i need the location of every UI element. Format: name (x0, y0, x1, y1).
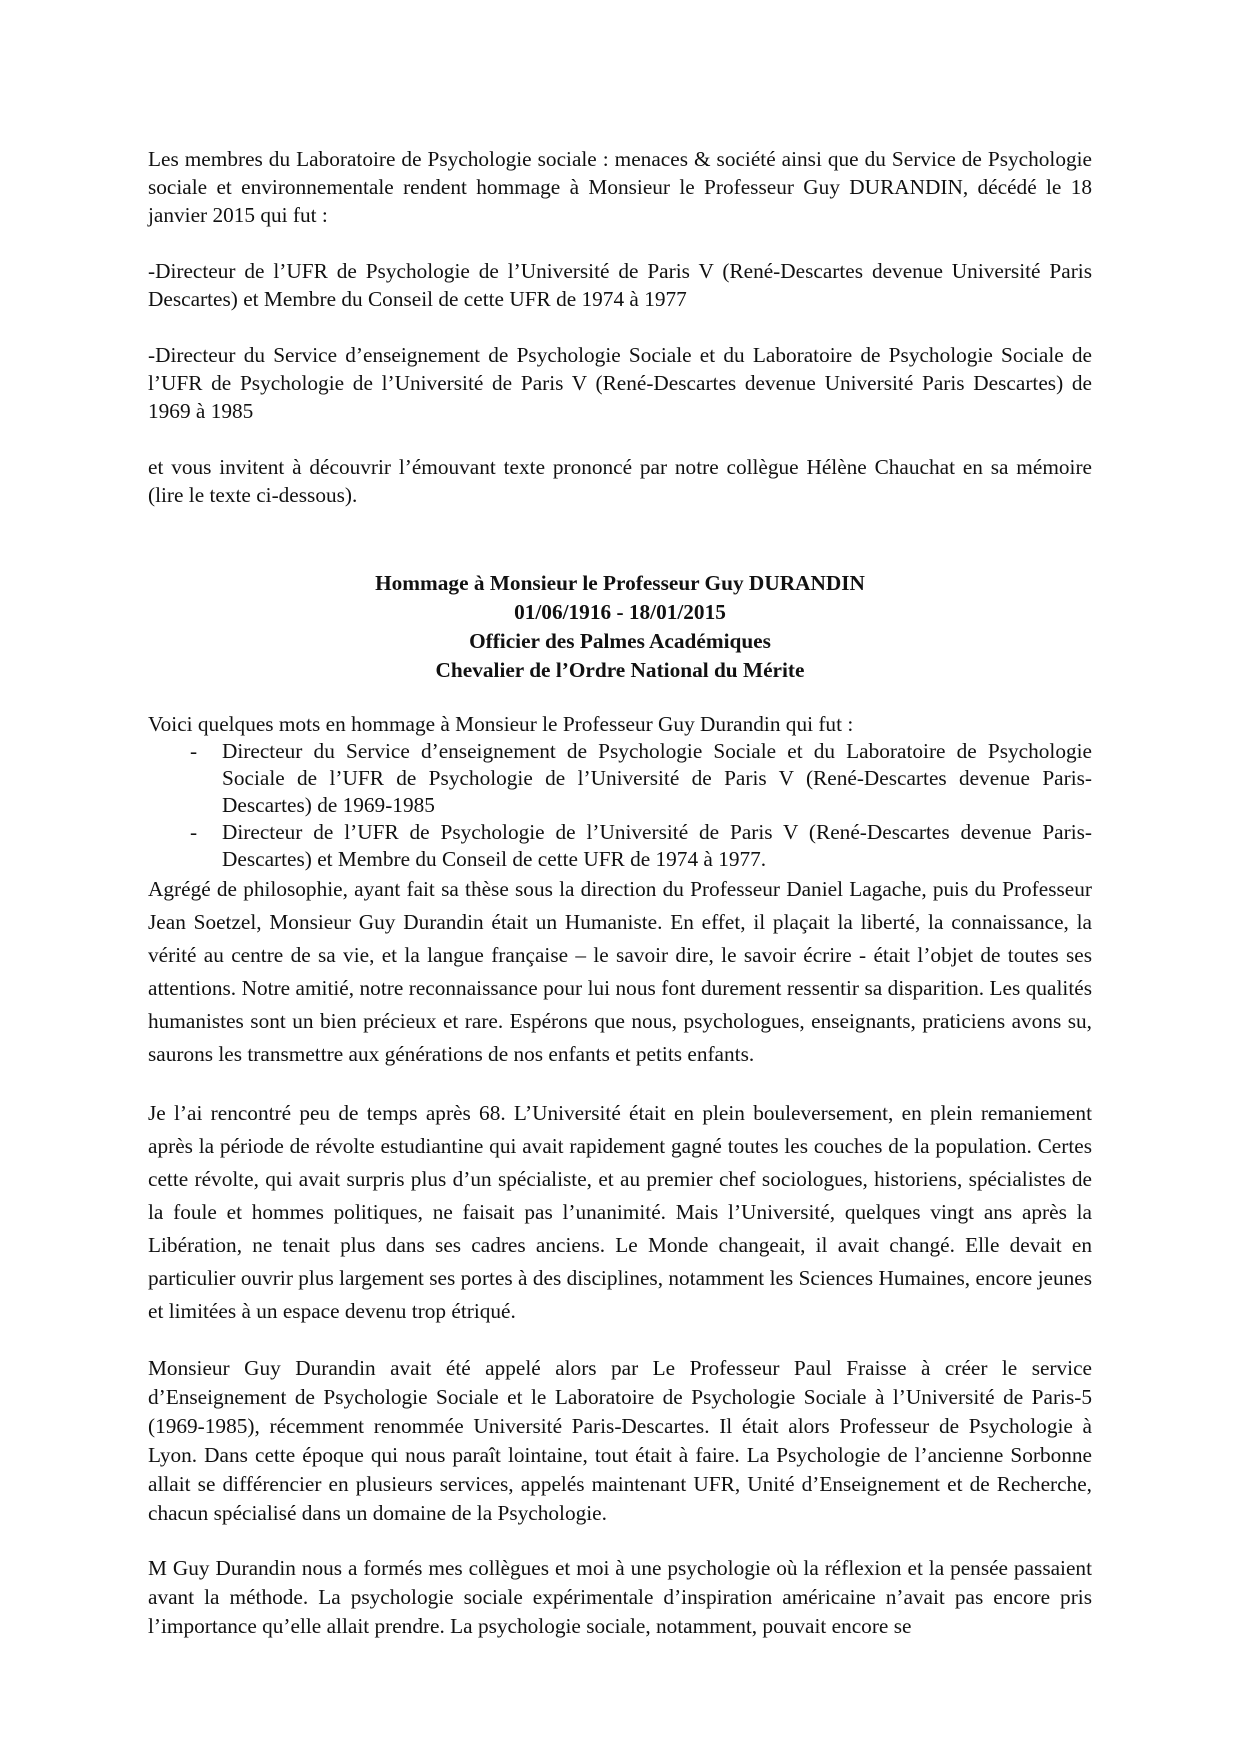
body-paragraph: Je l’ai rencontré peu de temps après 68. L’Université était en plein bouleversement, en plein remaniement après la période de révolte estudiantine qui avait rapidement gagné toutes les couches de la population. Certes cette révolte, qui avait surpris plus d’un spécialiste, et au premier chef sociologues, historiens, spécialistes de la foule et hommes politiques, ne faisait pas l’unanimité. Mais l’Université, quelques vingt ans après la Libération, ne tenait plus dans ses cadres anciens. Le Monde changeait, il avait changé. Elle devait en particulier ouvrir plus largement ses portes à des disciplines, notamment les Sciences Humaines, encore jeunes et limitées à un espace devenu trop étriqué. (148, 1101, 1092, 1323)
heading-distinction: Chevalier de l’Ordre National du Mérite (435, 658, 805, 682)
body-paragraph: Agrégé de philosophie, ayant fait sa thèse sous la direction du Professeur Daniel Lagache, puis du Professeur Jean Soetzel, Monsieur Guy Durandin était un Humaniste. En effet, il plaçait la liberté, la connaissance, la vérité au centre de sa vie, et la langue française – le savoir dire, le savoir écrire - était l’objet de toutes ses attentions. Notre amitié, notre reconnaissance pour lui nous font durement ressentir sa disparition. Les qualités humanistes sont un bien précieux et rare. Espérons que nous, psychologues, enseignants, praticiens avons su, saurons les transmettre aux générations de nos enfants et petits enfants. (148, 877, 1092, 1066)
tribute-lead: Voici quelques mots en hommage à Monsieur le Professeur Guy Durandin qui fut : (148, 712, 854, 736)
heading-dates: 01/06/1916 - 18/01/2015 (514, 600, 726, 624)
body-paragraph: M Guy Durandin nous a formés mes collègues et moi à une psychologie où la réflexion et la pensée passaient avant la méthode. La psychologie sociale expérimentale d’inspiration américaine n’avait pas encore pris l’importance qu’elle allait prendre. La psychologie sociale, notamment, pouvait encore se (148, 1556, 1092, 1638)
intro-section (148, 145, 1092, 509)
list-item (148, 819, 1092, 873)
dash-bullet: - (190, 820, 198, 844)
body-paragraph: Monsieur Guy Durandin avait été appelé alors par Le Professeur Paul Fraisse à créer le service d’Enseignement de Psychologie Sociale et le Laboratoire de Psychologie Sociale à l’Université de Paris-5 (1969-1985), récemment renommée Université Paris-Descartes. Il était alors Professeur de Psychologie à Lyon. Dans cette époque qui nous paraît lointaine, tout était à faire. La Psychologie de l’ancienne Sorbonne allait se différencier en plusieurs services, appelés maintenant UFR, Unité d’Enseignement et de Recherche, chacun spécialisé dans un domaine de la Psychologie. (148, 1356, 1092, 1525)
list-item-text: Directeur du Service d’enseignement de Psychologie Sociale et du Laboratoire de Psychologie Sociale de l’UFR de Psychologie de l’Université de Paris V (René-Descartes devenue Paris-Descartes) de 1969-1985 (222, 739, 1092, 817)
intro-paragraph: -Directeur du Service d’enseignement de Psychologie Sociale et du Laboratoire de Psychologie Sociale de l’UFR de Psychologie de l’Université de Paris V (René-Descartes devenue Université Paris Descartes) de 1969 à 1985 (148, 343, 1092, 423)
tribute-heading (148, 569, 1092, 685)
list-item (148, 738, 1092, 819)
heading-title: Hommage à Monsieur le Professeur Guy DURANDIN (375, 571, 865, 595)
list-item-text: Directeur de l’UFR de Psychologie de l’Université de Paris V (René-Descartes devenue Paris-Descartes) et Membre du Conseil de cette UFR de 1974 à 1977. (222, 820, 1092, 871)
intro-paragraph: -Directeur de l’UFR de Psychologie de l’Université de Paris V (René-Descartes devenue Université Paris Descartes) et Membre du Conseil de cette UFR de 1974 à 1977 (148, 259, 1092, 311)
tribute-body (148, 873, 1092, 1641)
functions-list (148, 738, 1092, 873)
intro-paragraph: Les membres du Laboratoire de Psychologie sociale : menaces & société ainsi que du Service de Psychologie sociale et environnementale rendent hommage à Monsieur le Professeur Guy DURANDIN, décédé le 18 janvier 2015 qui fut : (148, 147, 1092, 227)
heading-distinction: Officier des Palmes Académiques (469, 629, 771, 653)
intro-paragraph: et vous invitent à découvrir l’émouvant texte prononcé par notre collègue Hélène Chauchat en sa mémoire (lire le texte ci-dessous). (148, 455, 1092, 507)
document-page (148, 145, 1092, 1641)
dash-bullet: - (190, 739, 198, 763)
